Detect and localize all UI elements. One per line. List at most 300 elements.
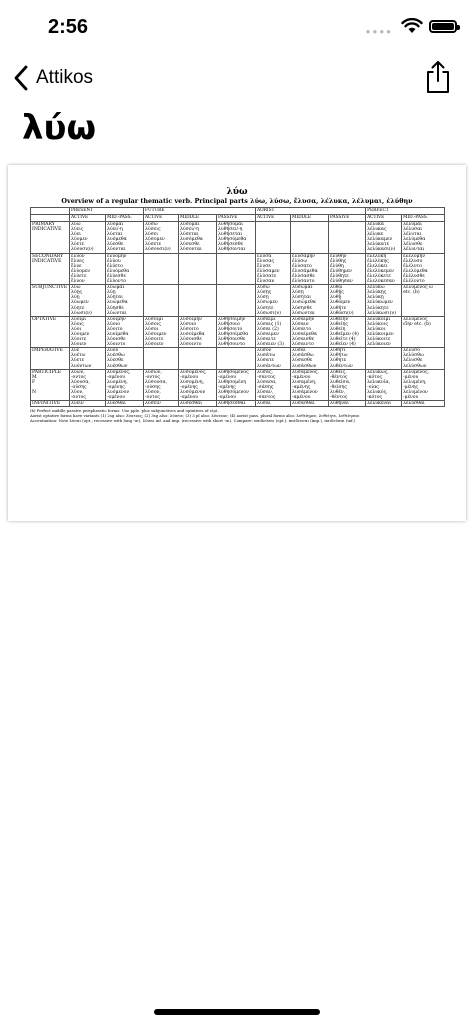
form-text: λύω [71,222,81,227]
form-text: -σαντος [257,395,276,401]
form-text: λυθήσει/-η [218,227,243,233]
form-text: λύω [71,285,81,291]
form-text: λύει/-η [107,227,123,233]
form-text: -ομένου [107,374,126,380]
paradigm-cell [291,316,329,348]
form-text: λελύκω [367,285,385,291]
form-text: λῦσαι [257,401,271,407]
form-text: λυθῶμεν [330,300,351,306]
form-text: λύεσθε [107,358,124,364]
form-text: λύσει/-η [180,227,199,233]
form-text: -θείσης [330,384,347,390]
form-text: λύσαιμι [257,316,276,322]
form-text: λύοι [71,326,82,332]
voice-header: ACTIVE [70,215,106,222]
form-text: λελύκοις [367,321,389,327]
row-label-line: IMPERATIVE [32,348,64,354]
form-text: λύσωσι(ν) [257,310,281,316]
form-text: λύοιμεν [71,331,90,337]
paradigm-cell [70,369,106,401]
form-text: -αμένου [292,395,311,401]
back-button[interactable] [12,62,93,94]
form-text: ἐλέλυσθε [403,273,425,279]
paradigm-cell [106,253,144,285]
form-text: λυσαίμεθα [292,331,318,337]
form-text: λυθησόμενος [218,369,249,375]
form-text: λύθητε [330,358,347,364]
status-bar [0,0,473,54]
form-text: λύοιντο [107,342,126,348]
form-text: λύσουσι(ν) [145,247,171,253]
paradigm-cell [106,285,144,317]
form-text: λύητε [71,305,85,311]
form-text: ἐλελύκης [367,258,389,264]
paradigm-cell [402,253,445,285]
form-text: λύσασθαι [292,401,315,407]
form-text: λύσαις (1) [257,321,282,327]
form-text: -θέντος [330,395,348,401]
form-text: ἔλυες [71,258,85,264]
paradigm-cell [366,401,402,407]
form-text: λυσάτω [257,353,276,359]
form-text: λύσω [145,222,158,227]
paradigm-row [31,253,445,285]
form-text: ἐλύοντο [107,279,127,285]
form-text: λύσησθε [292,305,312,311]
form-text: ἐλυσάμεθα [292,268,318,274]
form-text: λύσεται [180,232,199,238]
form-text: ἐλύσαντο [292,279,315,285]
form-text: λυθῆτε [330,305,347,311]
form-text: λυθήσομαι [218,222,244,227]
row-label-line: INFINITIVE [32,401,61,407]
form-text: λυόντων [71,363,92,369]
form-text: λυθήσεσθε [218,242,244,248]
paradigm-cell [366,348,402,369]
form-text: λύοιμι [71,316,87,322]
form-text: λυθῇς [330,290,344,296]
paradigm-cell [291,285,329,317]
form-text: -ομένου [218,374,237,380]
form-text: λυόμενον [107,390,130,395]
wifi-icon [401,18,423,34]
form-text: λέλυκας [367,227,387,233]
form-text: λελυμένος, [403,369,430,375]
form-text: -μένης [403,384,419,390]
form-text: λύθητι [330,348,346,354]
form-text: etc. (b) [403,290,420,296]
form-text: ἐλελύκει [367,263,388,269]
row-label-line: SECONDARY [32,253,64,259]
form-text: λυσομένη, [180,379,204,385]
page-title: λύω [22,108,97,148]
form-text: λυσάσθων [292,363,317,369]
form-text: λύσων, [145,369,162,375]
form-text: λυθήσοισθε [218,337,246,343]
paradigm-cell [329,285,366,317]
form-text: λύσοιτο [180,326,199,332]
form-text: λυσάμενον [292,390,318,395]
form-text: -ομένου [180,395,199,401]
form-text: -αμένης [292,384,311,390]
form-text: λελυκέναι [367,401,392,407]
document-content [30,187,444,423]
form-text: λελύκωμεν [367,300,393,306]
paradigm-cell [70,285,106,317]
form-text: λύσατε [257,358,274,364]
tense-header [31,208,70,215]
paradigm-cell [256,253,291,285]
form-text: λύῃς [71,290,83,296]
form-text: λελύκατε [367,242,389,248]
paradigm-cell [329,401,366,407]
form-text: λέλυκα [367,222,385,227]
form-text: λύσηται [292,295,312,301]
form-text: λελύκοιεν [367,342,391,348]
paradigm-cell [256,369,291,401]
form-text: -υίας [367,384,379,390]
paradigm-cell [217,285,256,317]
paradigm-cell [144,348,179,369]
form-text: λύσετε [145,242,162,248]
form-text: λύειν [71,401,84,407]
form-text: λυέσθων [107,363,128,369]
status-time: 2:56 [48,16,89,38]
paradigm-cell [144,401,179,407]
form-text: λύσοιντο [180,342,202,348]
form-text: -ομένης [180,384,198,390]
form-text: λύσαισθε [292,337,315,343]
paradigm-cell [329,348,366,369]
form-text: ἐλύσατο [292,263,312,269]
paradigm-table [30,207,445,407]
form-text: λῦον, [71,390,84,395]
paradigm-cell [256,348,291,369]
form-text: λέλυνται [403,247,425,253]
form-text: λυθεῖτε (4) [330,337,356,343]
footnote: (b) Perfect middle passive periphrastic forms: Use pple. plus subjunctives and optatives of εἰμί. [30,408,219,414]
paradigm-cell [402,401,445,407]
form-text: -ομένης [218,384,236,390]
form-text: λελυκώς, [367,369,389,375]
form-text: λυσάμενος, [292,369,319,375]
paradigm-row [31,369,445,401]
form-text: λυόμενος, [107,369,131,375]
paradigm-cell [366,222,402,254]
form-text: λυέσθω [107,353,125,359]
paradigm-row [31,316,445,348]
form-text: λύσοισθε [180,337,202,343]
form-text: λυσάντων [257,363,281,369]
form-text: λελύκῃς [367,290,387,296]
row-label [31,285,70,317]
paradigm-cell [217,316,256,348]
form-text: ἐλέλυτο [403,263,422,269]
form-text: -σάσης [257,384,274,390]
voice-header: MIDDLE [179,215,217,222]
document-page[interactable] [8,165,466,521]
form-text: λελυκός, [367,390,388,395]
voice-header-row [31,215,445,222]
form-text: λελύκοιτε [367,337,391,343]
form-text: λύοιεν [71,342,87,348]
form-text: λυθεῖεν (4) [330,342,356,348]
paradigm-cell [366,369,402,401]
form-text: λελύκαμεν [367,237,393,243]
paradigm-cell [256,401,291,407]
navigation-bar [0,56,473,100]
voice-header: ACTIVE [366,215,402,222]
paradigm-body [31,222,445,407]
form-text: λελύκητε [367,305,389,311]
form-text: λῦε [71,348,80,354]
form-text: λελύμεθα [403,237,426,243]
form-text: λυθεῖμεν (4) [330,331,359,337]
paradigm-cell [217,253,256,285]
form-text: λῦσον, [145,390,161,395]
form-text: λύσοι [145,326,159,332]
form-text: λύεσθαι [107,401,126,407]
row-label-line: INDICATIVE [32,258,62,264]
form-text: ἔλυον [71,253,85,259]
form-text: λυσόμενος, [180,369,207,375]
form-text: λυθησόμεθα [218,237,247,243]
form-text: λύοισθε [107,337,126,343]
form-text: λύσωνται [292,310,315,316]
form-text: λύηται [107,295,123,301]
tense-header: PERFECT [366,208,445,215]
form-text: -οντος [145,395,161,401]
paradigm-cell [217,369,256,401]
form-text: λυθέντων [330,363,353,369]
form-text: λυθῆναι [330,401,349,407]
paradigm-row [31,401,445,407]
row-label [31,253,70,285]
paradigm-cell [70,348,106,369]
form-text: λελυμένος [403,316,428,322]
form-text: λυθήσεται [218,232,243,238]
row-label-line: F [32,379,36,385]
form-text: λελύσθω [403,353,424,359]
form-text: λυσοίμην [180,316,202,322]
form-text: λύσαιτο [292,326,312,332]
form-text: λύῃ [107,290,116,296]
form-text: λύσας, [257,369,274,375]
form-text: λελύκωσι(ν) [367,310,396,316]
tense-header: PRESENT [70,208,144,215]
form-text: λυέτω [71,353,86,359]
form-text: ἐλελύμην [403,253,426,259]
form-text: λυσόμενον [180,390,206,395]
paradigm-cell [106,316,144,348]
form-text: ἐλύθημεν [330,268,352,274]
voice-header: ACTIVE [256,215,291,222]
row-label [31,401,70,407]
form-text: λυσαμένη, [292,379,317,385]
form-text: λυθῶ [330,285,343,291]
form-text: λύονται [107,247,126,253]
form-text: -μένου [403,395,419,401]
form-text: ἔλυσα [257,253,272,259]
form-text: ἐλύσασθε [292,273,315,279]
form-text: λυθῶσι(ν) [330,310,354,316]
paradigm-cell [144,369,179,401]
form-text: λύετε [71,358,85,364]
form-text: ἐλέλυσο [403,258,423,264]
form-text: λύοιο [107,321,121,327]
form-text: -οντος [145,374,161,380]
form-text: λελύσθων [403,363,427,369]
form-text: λύσομαι [180,222,200,227]
footnote: Aorist optative forms have variants (1) 2sg also: λύσειας; (2) 3sg also: λύσειε; (3) 3 pl also: λύσειαν; (4) aorist pass. plural forms also: λυθείημεν, λυθείητε, λυθείησαν. [30,413,361,419]
form-text: λυθήσεσθαι [218,401,246,407]
form-text: λυώμεθα [107,300,128,306]
form-text: λύσοιο [180,321,197,327]
form-text: λύωνται [107,310,127,316]
form-text: λυσαίμην [292,316,315,322]
form-text: λύσοιμι [145,316,164,322]
form-text: λύωσι(ν) [71,310,92,316]
paradigm-cell [366,316,402,348]
form-text: λελύκασι(ν) [367,247,396,253]
row-label [31,348,70,369]
voice-header: PASSIVE [329,215,366,222]
paradigm-row [31,222,445,254]
form-text: λύσωμαι [292,285,313,291]
tense-header: AORIST [256,208,366,215]
paradigm-cell [179,369,217,401]
voice-header [31,215,70,222]
paradigm-cell [106,401,144,407]
paradigm-cell [70,401,106,407]
form-text: λύσῃ [292,290,304,296]
form-text: λυοίμεθα [107,331,129,337]
paradigm-cell [179,222,217,254]
chevron-left-icon [12,64,32,92]
form-text: λυσόμεθα [180,237,203,243]
form-text: ἔλυε [71,263,82,269]
form-text: λελυμένος ὦ [403,285,433,291]
form-text: λύσειν [145,401,161,407]
footnote: Accentuation: Note λύσαι (opt.; recessive with long -αι), λῦσαι inf. and imp. (recessive with short -αι). Compare: παιδεύσαι (opt.), παίδευσαι (imp.), παιδεῦσαι (inf.) [30,418,356,424]
form-text: λύοιτο [107,326,123,332]
form-text: λύσαιμεν [257,331,279,337]
form-text: ἐλύομεν [71,268,91,274]
form-text: λύσεσθε [180,242,200,248]
form-text: λύσοιτε [145,337,164,343]
form-text: λύσαιο [292,321,309,327]
paradigm-cell [144,253,179,285]
form-text: ἐλύεσθε [107,273,126,279]
form-text: λύῃ [71,295,80,301]
paradigm-cell [402,285,445,317]
form-text: λυθείης [330,321,349,327]
paradigm-cell [70,222,106,254]
form-text: ἔλυον [71,279,85,285]
form-text: λύσαι (2) [257,326,279,332]
form-text: λυθείην [330,316,349,322]
paradigm-row [31,285,445,317]
form-text: λύσασθε [292,358,313,364]
paradigm-cell [291,348,329,369]
paradigm-cell [179,348,217,369]
form-text: ἐλύετε [71,273,87,279]
form-text: λέλυται [403,232,422,238]
form-text: λυθείς, [330,369,347,375]
form-text: λυθήσονται [218,247,246,253]
form-text: ἐλύθην [330,253,347,259]
form-text: λελύκοιμι [367,316,391,322]
footnotes [30,408,444,423]
document-heading: λύω [226,187,248,197]
form-text: λύουσι(ν) [71,247,94,253]
form-text: ἐλελύκη [367,253,387,259]
form-text: λύησθε [107,305,124,311]
paradigm-cell [217,222,256,254]
paradigm-cell [402,316,445,348]
form-text: λύσοιμεν [145,331,167,337]
form-text: λελυμένον [403,390,428,395]
form-text: λῦσον [257,348,272,354]
voice-header: PASSIVE [217,215,256,222]
form-text: ἐλύθη [330,263,344,269]
form-text: λυσοίμεθα [180,331,205,337]
paradigm-cell [256,222,291,254]
paradigm-cell [291,401,329,407]
form-text: ἐλέλυντο [403,279,425,285]
form-text: λέλυσο [403,348,420,354]
form-text: λυσώμεθα [292,300,316,306]
row-label-line: INDICATIVE [32,227,62,233]
form-text: λύσητε [257,305,274,311]
form-text: ἐλελύκεμεν [367,268,394,274]
voice-header: MIDDLE [291,215,329,222]
form-text: λύομαι [107,222,124,227]
form-text: λυθησόμενον [218,390,249,395]
paradigm-cell [179,316,217,348]
form-text: λυθησοίμεθα [218,331,249,337]
form-text: λύσαιντο [292,342,314,348]
form-text: λύωμεν [71,300,89,306]
form-text: λελυκυῖα, [367,379,391,385]
row-label-line: SUBJUNCTIVE [32,285,68,291]
form-text: λυθήσοιντο [218,342,246,348]
share-icon[interactable] [425,60,451,94]
form-text: λύοις [71,321,84,327]
tense-header-row [31,208,445,215]
row-label-line: PARTICIPLE [32,369,62,375]
form-text: λέλυσαι [403,227,423,233]
paradigm-cell [144,285,179,317]
battery-icon [429,20,457,33]
form-text: ἐλύσατε [257,273,277,279]
form-text: λύσεσθαι [180,401,203,407]
tense-header: FUTURE [144,208,256,215]
form-text: λύωμαι [107,285,125,291]
form-text: -σαντος [257,374,276,380]
form-text: λυσάσθω [292,353,314,359]
form-text: -κότος [367,395,383,401]
paradigm-cell [217,401,256,407]
form-text: λύσοις [145,321,161,327]
form-text: λέλυμαι [403,222,422,227]
form-text: λύομεν [71,237,88,243]
paradigm-cell [256,316,291,348]
paradigm-cell [256,285,291,317]
form-text: λύσουσα, [145,379,168,385]
paradigm-cell [106,369,144,401]
form-text: ἐλυόμην [107,253,127,259]
